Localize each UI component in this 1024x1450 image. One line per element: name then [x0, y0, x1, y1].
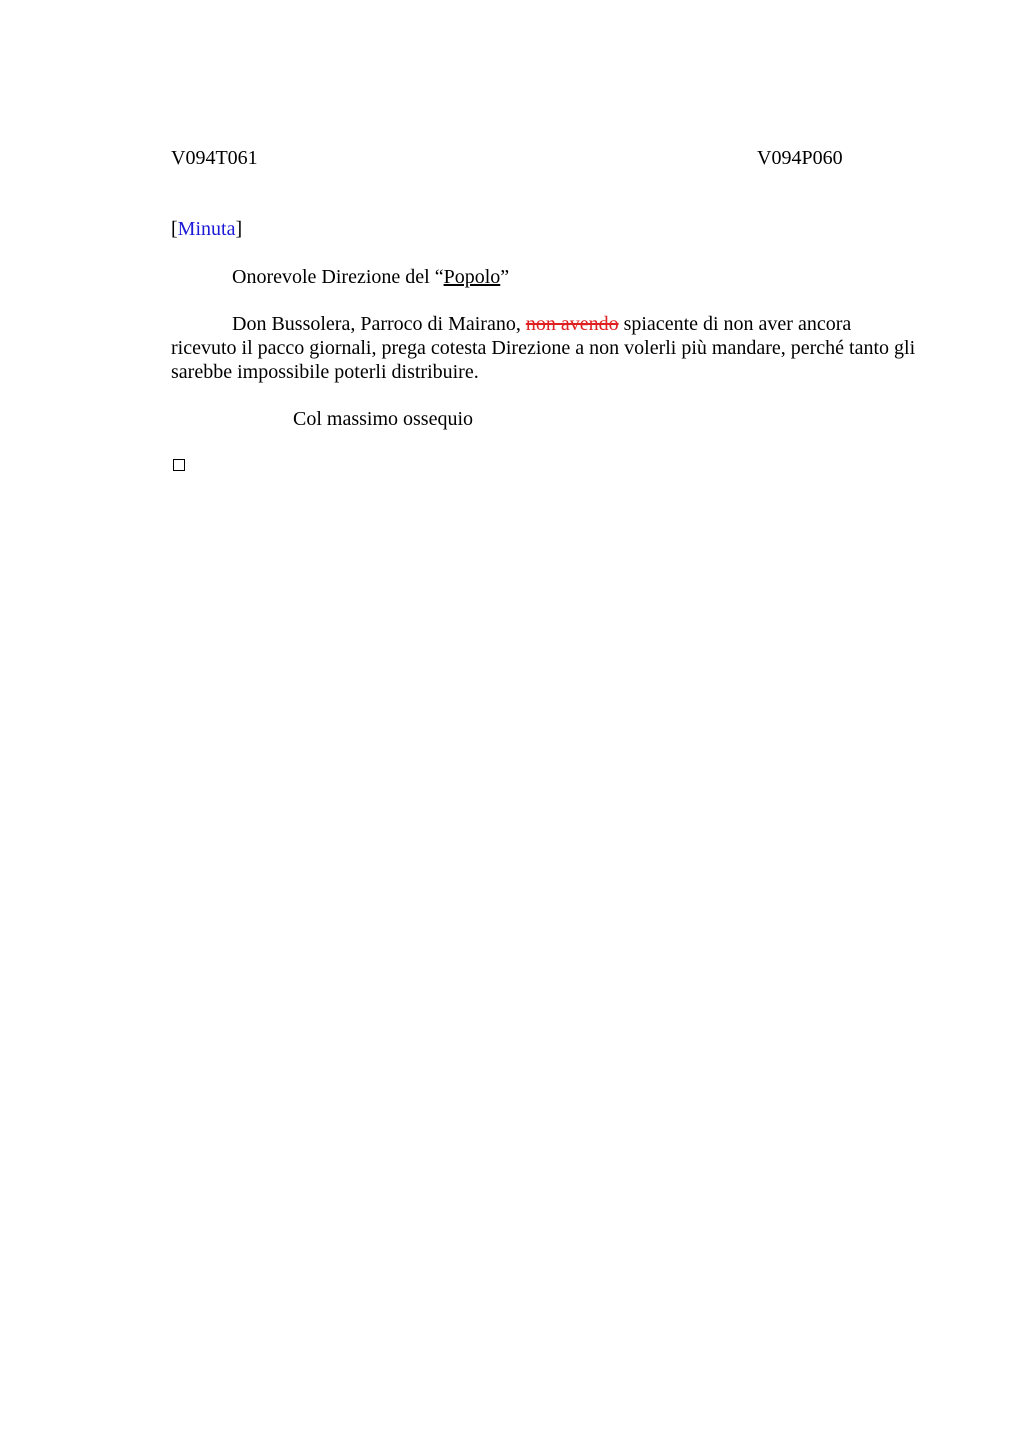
closing-formula: Col massimo ossequio [293, 408, 474, 430]
body-intro: Don Bussolera, Parroco di Mairano, [232, 313, 526, 335]
open-bracket: [ [171, 218, 178, 240]
body-continuation: spiacente di non aver ancora ricevuto il pacco giornali, prega cotesta Direzione a non volerli più mandare, perché tanto gli sarebbe impossibile poterli distribuire. [171, 313, 916, 383]
salutation-prefix: Onorevole Direzione del “ [232, 266, 444, 288]
close-bracket: ] [235, 218, 243, 240]
editorial-note [171, 217, 242, 241]
deleted-text: non avendo [525, 313, 619, 335]
letter-body [171, 312, 916, 384]
newspaper-name: Popolo [443, 266, 501, 288]
document-code-left: V094T061 [171, 147, 258, 169]
minuta-label: Minuta [177, 218, 236, 240]
square-outline-icon [173, 459, 185, 471]
salutation [232, 265, 509, 289]
salutation-suffix: ” [500, 266, 510, 288]
document-code-right: V094P060 [757, 147, 843, 169]
